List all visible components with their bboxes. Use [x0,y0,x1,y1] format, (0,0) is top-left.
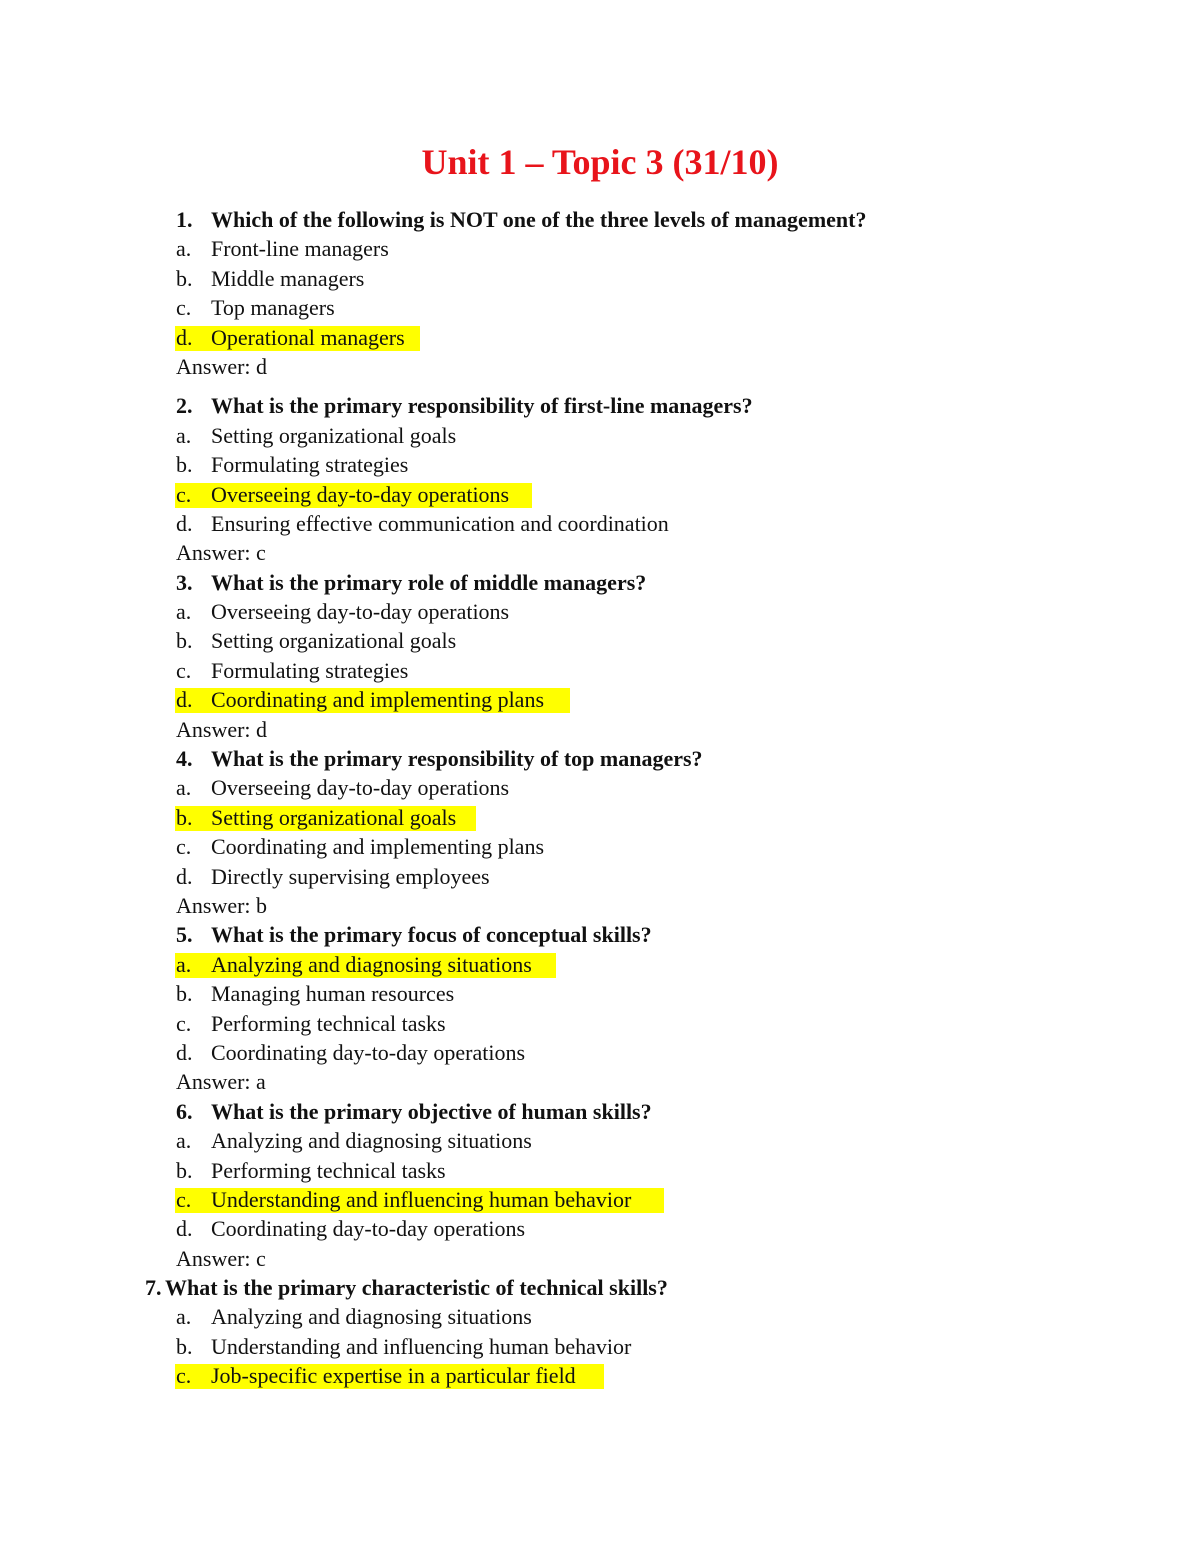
option-letter: d. [176,1216,193,1242]
option-letter: d. [176,687,193,713]
answer-3 [0,715,1200,744]
option-letter: b. [176,628,193,654]
answer-4 [0,891,1200,920]
option-letter: a. [176,951,192,977]
option-text: Coordinating day-to-day operations [211,1039,526,1065]
option-text: Understanding and influencing human behavior [211,1333,632,1359]
option-text: Ensuring effective communication and coordination [211,510,669,536]
question-number: 1. [176,207,193,232]
question-text: What is the primary objective of human skills? [211,1098,652,1124]
option-text: Understanding and influencing human behavior [211,1186,632,1212]
question-number: 5. [176,922,193,948]
option-5c [0,1009,1200,1038]
option-4d [0,862,1200,891]
option-2b [0,450,1200,479]
option-text: Directly supervising employees [211,863,490,889]
option-text: Front-line managers [211,236,389,262]
option-letter: a. [176,599,192,625]
answer-2 [0,538,1200,567]
option-5d [0,1038,1200,1067]
option-text: Coordinating and implementing plans [211,834,545,860]
answer-text: Answer: a [176,1069,266,1095]
option-letter: a. [176,1304,192,1330]
question-number: 2. [176,393,193,419]
option-letter: a. [176,236,192,262]
option-1d-highlighted [0,323,1200,352]
option-text: Setting organizational goals [211,422,457,448]
answer-6 [0,1244,1200,1273]
option-6d [0,1214,1200,1243]
option-letter: b. [176,804,193,830]
option-letter: b. [176,1157,193,1183]
answer-5 [0,1067,1200,1096]
question-number: 3. [176,569,193,595]
option-text: Analyzing and diagnosing situations [211,1128,532,1154]
question-text: What is the primary responsibility of top managers? [211,746,703,772]
option-5b [0,979,1200,1008]
option-letter: c. [176,834,192,860]
option-2a [0,421,1200,450]
option-6c-highlighted [0,1185,1200,1214]
option-text: Setting organizational goals [211,628,457,654]
option-text: Middle managers [211,265,365,291]
option-4b-highlighted [0,803,1200,832]
option-text: Overseeing day-to-day operations [211,481,510,507]
question-1 [0,205,1200,234]
option-text: Performing technical tasks [211,1157,446,1183]
option-1c [0,293,1200,322]
option-text: Operational managers [211,324,405,350]
option-text: Performing technical tasks [211,1010,446,1036]
question-number: 6. [176,1098,193,1124]
option-text: Formulating strategies [211,452,409,478]
option-letter: c. [176,1186,192,1212]
page-title: Unit 1 – Topic 3 (31/10) [421,142,779,182]
option-6a [0,1126,1200,1155]
option-text: Job-specific expertise in a particular field [211,1363,576,1389]
option-4a [0,773,1200,802]
answer-text: Answer: c [176,1245,266,1271]
option-letter: a. [176,775,192,801]
option-7c-highlighted [0,1361,1200,1390]
question-number: 4. [176,746,193,772]
option-letter: a. [176,1128,192,1154]
option-letter: c. [176,295,192,321]
question-3 [0,568,1200,597]
option-letter: d. [176,510,193,536]
option-text: Setting organizational goals [211,804,457,830]
option-text: Managing human resources [211,981,455,1007]
option-6b [0,1156,1200,1185]
option-letter: d. [176,324,193,350]
option-letter: c. [176,1010,192,1036]
question-5 [0,920,1200,949]
option-3b [0,626,1200,655]
question-list [0,205,1200,1391]
answer-text: Answer: d [176,716,268,742]
answer-1 [0,352,1200,381]
question-text: What is the primary responsibility of first-line managers? [211,393,753,419]
option-text: Top managers [211,295,335,321]
option-3d-highlighted [0,685,1200,714]
option-text: Analyzing and diagnosing situations [211,951,532,977]
option-7a [0,1302,1200,1331]
answer-text: Answer: c [176,540,266,566]
option-text: Coordinating and implementing plans [211,687,545,713]
option-letter: b. [176,981,193,1007]
option-7b [0,1332,1200,1361]
option-letter: b. [176,265,193,291]
option-1a [0,234,1200,263]
option-letter: d. [176,1039,193,1065]
question-2 [0,391,1200,420]
question-4 [0,744,1200,773]
option-4c [0,832,1200,861]
option-letter: b. [176,452,193,478]
answer-text: Answer: d [176,353,268,379]
option-text: Coordinating day-to-day operations [211,1216,526,1242]
answer-text: Answer: b [176,892,268,918]
option-3c [0,656,1200,685]
option-5a-highlighted [0,950,1200,979]
option-letter: a. [176,422,192,448]
option-text: Formulating strategies [211,657,409,683]
option-letter: c. [176,481,192,507]
option-letter: c. [176,1363,192,1389]
option-3a [0,597,1200,626]
option-2c-highlighted [0,480,1200,509]
option-text: Analyzing and diagnosing situations [211,1304,532,1330]
option-text: Overseeing day-to-day operations [211,599,510,625]
question-text: What is the primary characteristic of technical skills? [165,1275,668,1301]
option-letter: b. [176,1333,193,1359]
option-text: Overseeing day-to-day operations [211,775,510,801]
question-text: Which of the following is NOT one of the three levels of management? [211,207,867,232]
option-letter: d. [176,863,193,889]
question-7 [0,1273,1200,1302]
question-number: 7. [145,1275,162,1301]
option-letter: c. [176,657,192,683]
option-1b [0,264,1200,293]
option-2d [0,509,1200,538]
question-6 [0,1097,1200,1126]
question-text: What is the primary role of middle managers? [211,569,647,595]
question-text: What is the primary focus of conceptual skills? [211,922,652,948]
